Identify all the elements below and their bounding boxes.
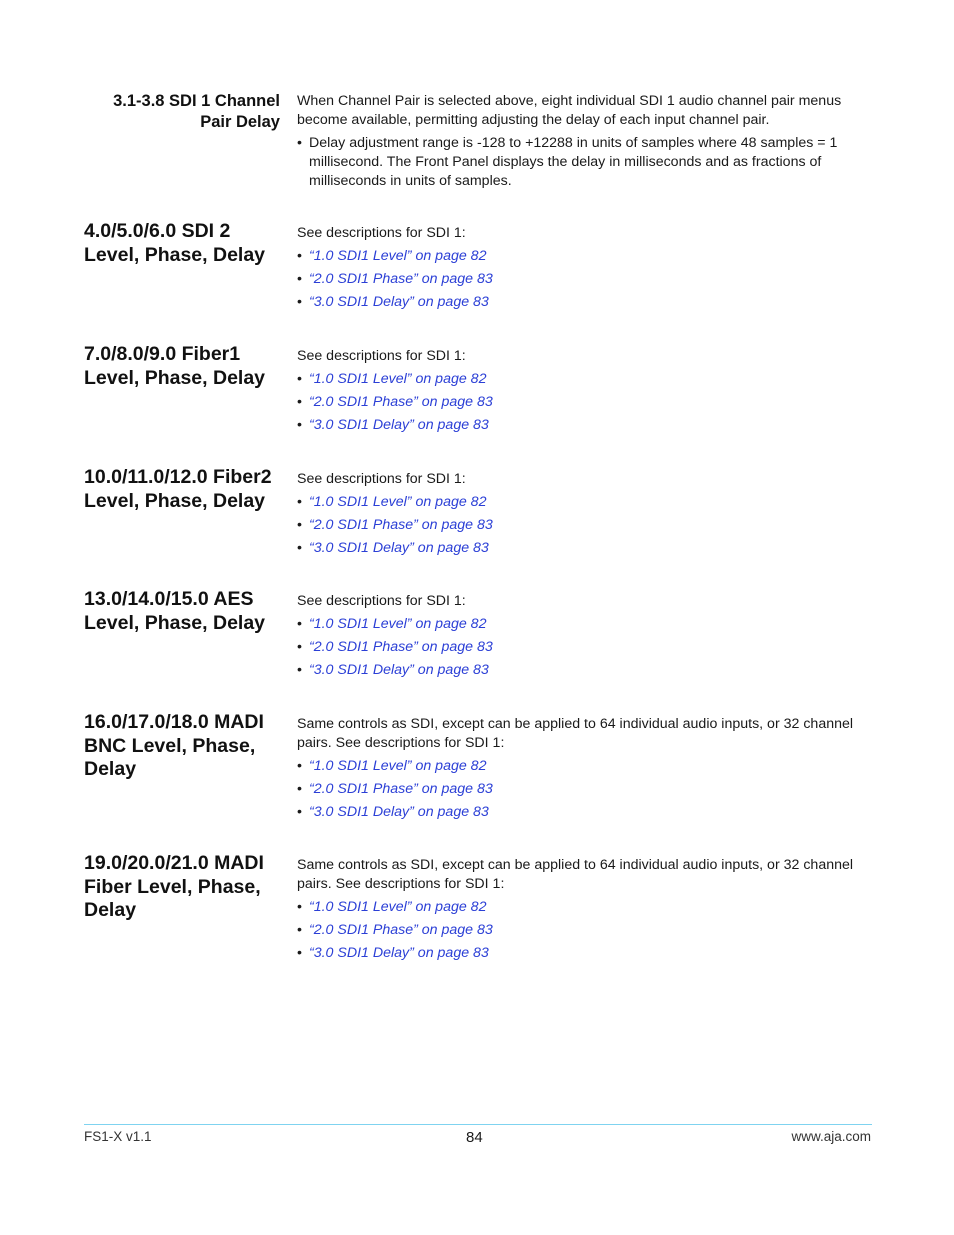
list-item: [297, 516, 867, 535]
list-item: [297, 270, 867, 289]
list-item: [297, 803, 867, 822]
section-title: 4.0/5.0/6.0 SDI 2 Level, Phase, Delay: [84, 220, 266, 266]
section-title: 16.0/17.0/18.0 MADI BNC Level, Phase, Delay: [84, 711, 264, 780]
bullet-icon: •: [297, 517, 302, 534]
link-sdi1-level[interactable]: “1.0 SDI1 Level” on page 82: [309, 371, 487, 387]
link-list: [297, 493, 867, 558]
link-sdi1-phase[interactable]: “2.0 SDI1 Phase” on page 83: [309, 922, 493, 939]
bullet-icon: •: [297, 271, 302, 288]
section-intro: Same controls as SDI, except can be applied to 64 individual audio inputs, or 32 channel pairs. See descriptions for SDI 1:: [297, 716, 854, 751]
section-title: 10.0/11.0/12.0 Fiber2 Level, Phase, Delay: [84, 466, 272, 512]
link-list: [297, 370, 867, 435]
link-sdi1-level[interactable]: “1.0 SDI1 Level” on page 82: [309, 758, 487, 774]
section-intro: See descriptions for SDI 1:: [297, 348, 466, 364]
footer-doc-version: FS1-X v1.1: [84, 1129, 152, 1144]
section-intro: When Channel Pair is selected above, eight individual SDI 1 audio channel pair menus become available, permitting adjusting the delay of each input channel pair.: [297, 93, 842, 128]
section-fiber1: [84, 343, 874, 443]
list-item: [297, 780, 867, 799]
list-item: [297, 944, 867, 963]
link-sdi1-delay[interactable]: “3.0 SDI1 Delay” on page 83: [309, 294, 489, 311]
bullet-icon: •: [297, 616, 302, 632]
section-title: 3.1-3.8 SDI 1 Channel Pair Delay: [113, 92, 280, 131]
list-item: [297, 247, 867, 266]
bullet-icon: •: [297, 639, 302, 656]
list-item: [297, 493, 867, 512]
bullet-icon: •: [297, 248, 302, 264]
bullet-list: [297, 134, 867, 191]
section-madi-fiber: [84, 852, 874, 972]
list-item-text: Delay adjustment range is -128 to +12288 in units of samples where 48 samples = 1 millisecond. The Front Panel displays the delay in milliseconds and as fractions of milliseconds in units of samples.: [309, 135, 838, 189]
section-title: 13.0/14.0/15.0 AES Level, Phase, Delay: [84, 588, 266, 634]
list-item: [297, 898, 867, 917]
link-sdi1-delay[interactable]: “3.0 SDI1 Delay” on page 83: [309, 417, 489, 434]
link-sdi1-phase[interactable]: “2.0 SDI1 Phase” on page 83: [309, 517, 493, 534]
footer-page-number: 84: [466, 1129, 483, 1146]
section-sdi2: [84, 220, 874, 320]
link-list: [297, 898, 867, 963]
list-item: [297, 615, 867, 634]
link-sdi1-delay[interactable]: “3.0 SDI1 Delay” on page 83: [309, 662, 489, 679]
section-body: [297, 92, 867, 195]
bullet-icon: •: [297, 922, 302, 939]
link-sdi1-level[interactable]: “1.0 SDI1 Level” on page 82: [309, 899, 487, 915]
footer-website-link[interactable]: www.aja.com: [791, 1129, 871, 1144]
section-madi-bnc: [84, 711, 874, 831]
section-body: [297, 224, 867, 317]
list-item: [297, 293, 867, 312]
link-list: [297, 615, 867, 680]
bullet-icon: •: [297, 494, 302, 510]
section-body: [297, 347, 867, 440]
bullet-icon: •: [297, 417, 302, 434]
link-list: [297, 757, 867, 822]
section-aes: [84, 588, 874, 688]
list-item: [297, 370, 867, 389]
section-body: [297, 715, 867, 827]
link-sdi1-delay[interactable]: “3.0 SDI1 Delay” on page 83: [309, 540, 489, 557]
link-sdi1-phase[interactable]: “2.0 SDI1 Phase” on page 83: [309, 271, 493, 288]
link-list: [297, 247, 867, 312]
link-sdi1-level[interactable]: “1.0 SDI1 Level” on page 82: [309, 494, 487, 510]
bullet-icon: •: [297, 294, 302, 311]
list-item: [297, 416, 867, 435]
bullet-icon: •: [297, 804, 302, 821]
section-sdi1-channel-pair-delay: [84, 91, 874, 201]
section-body: [297, 856, 867, 968]
bullet-icon: •: [297, 758, 302, 774]
list-item: [297, 921, 867, 940]
list-item: [297, 661, 867, 680]
list-item: [297, 757, 867, 776]
bullet-icon: •: [297, 540, 302, 557]
link-sdi1-phase[interactable]: “2.0 SDI1 Phase” on page 83: [309, 639, 493, 656]
link-sdi1-level[interactable]: “1.0 SDI1 Level” on page 82: [309, 616, 487, 632]
link-sdi1-phase[interactable]: “2.0 SDI1 Phase” on page 83: [309, 394, 493, 411]
link-sdi1-level[interactable]: “1.0 SDI1 Level” on page 82: [309, 248, 487, 264]
bullet-icon: •: [297, 135, 302, 151]
section-intro: Same controls as SDI, except can be applied to 64 individual audio inputs, or 32 channel pairs. See descriptions for SDI 1:: [297, 857, 854, 892]
bullet-icon: •: [297, 781, 302, 798]
section-title: 19.0/20.0/21.0 MADI Fiber Level, Phase, Delay: [84, 852, 264, 921]
section-intro: See descriptions for SDI 1:: [297, 225, 466, 241]
list-item: [297, 539, 867, 558]
bullet-icon: •: [297, 371, 302, 387]
list-item: [297, 393, 867, 412]
bullet-icon: •: [297, 945, 302, 962]
footer-divider: [84, 1124, 872, 1125]
section-body: [297, 592, 867, 685]
section-fiber2: [84, 466, 874, 566]
list-item: [297, 134, 867, 191]
section-body: [297, 470, 867, 563]
link-sdi1-delay[interactable]: “3.0 SDI1 Delay” on page 83: [309, 945, 489, 962]
bullet-icon: •: [297, 899, 302, 915]
link-sdi1-delay[interactable]: “3.0 SDI1 Delay” on page 83: [309, 804, 489, 821]
bullet-icon: •: [297, 394, 302, 411]
section-intro: See descriptions for SDI 1:: [297, 593, 466, 609]
link-sdi1-phase[interactable]: “2.0 SDI1 Phase” on page 83: [309, 781, 493, 798]
section-title: 7.0/8.0/9.0 Fiber1 Level, Phase, Delay: [84, 343, 266, 389]
list-item: [297, 638, 867, 657]
bullet-icon: •: [297, 662, 302, 679]
section-intro: See descriptions for SDI 1:: [297, 471, 466, 487]
